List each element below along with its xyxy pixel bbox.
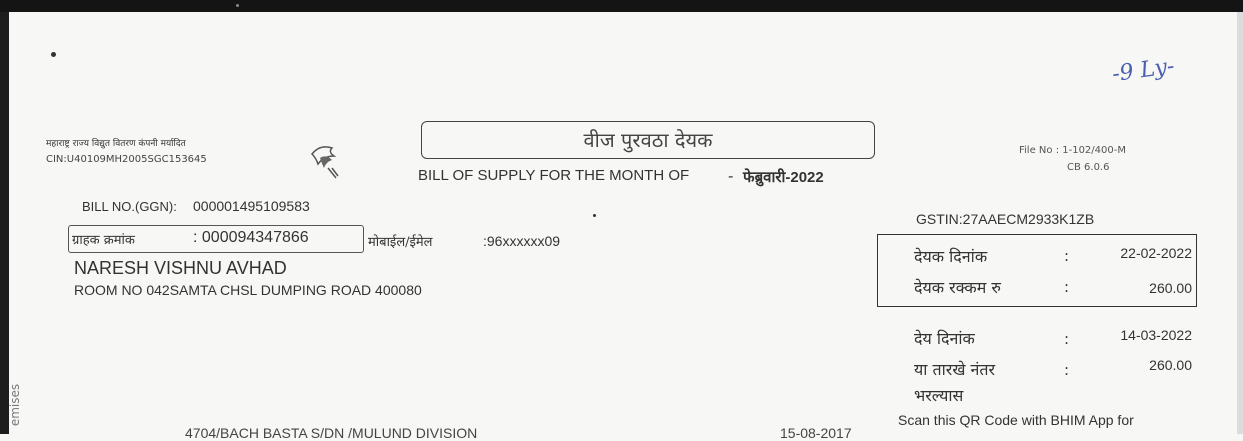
mobile-value: :96xxxxxx09 [483,233,561,249]
bill-date-label: देयक दिनांक [914,247,988,266]
scan-top-edge [0,0,1243,12]
bill-title-box [421,121,875,159]
bill-amount-label: देयक रक्कम रु [914,278,1001,297]
side-text: emises [8,383,23,427]
file-no: File No : 1-102/400-M [1019,145,1126,156]
bill-amount-colon: : [1064,278,1070,296]
mobile-label: मोबाईल/ईमेल [368,235,433,250]
bill-amount-value: 260.00 [1149,280,1192,296]
customer-name: NARESH VISHNU AVHAD [74,258,287,278]
scan-speck [51,52,56,57]
bill-month: फेब्रुवारी-2022 [743,169,824,186]
cb-version: CB 6.0.6 [1067,162,1110,173]
due-date-value: 14-03-2022 [1120,327,1192,343]
after-due-label-2: भरल्यास [914,386,964,405]
due-date-colon: : [1064,330,1070,348]
scan-speck [236,4,239,7]
gstin: GSTIN:27AAECM2933K1ZB [916,211,1095,227]
company-cin: CIN:U40109MH2005SGC153645 [46,154,207,165]
bill-title: वीज पुरवठा देयक [583,128,713,152]
due-date-label: देय दिनांक [914,329,975,348]
after-due-value: 260.00 [1149,357,1192,373]
qr-instruction: Scan this QR Code with BHIM App for [898,412,1134,428]
scan-left-edge [0,12,9,434]
consumer-no-label: ग्राहक क्रमांक [72,233,135,248]
scan-speck [593,214,596,217]
bill-date-value: 22-02-2022 [1120,245,1192,261]
bill-date-colon: : [1064,247,1070,265]
bottom-cut-right: 15-08-2017 [780,425,852,441]
company-name: महाराष्ट्र राज्य विद्युत वितरण कंपनी मर्यादित [46,139,186,149]
customer-address: ROOM NO 042SAMTA CHSL DUMPING ROAD 400080 [74,282,422,298]
consumer-no-value: : 000094347866 [193,229,309,246]
after-due-colon: : [1064,361,1070,379]
bill-no-value: 000001495109583 [193,198,310,214]
bill-of-supply-label: BILL OF SUPPLY FOR THE MONTH OF [418,167,690,184]
month-separator: - [728,167,734,185]
after-due-label: या तारखे नंतर [914,360,996,379]
bill-no-label: BILL NO.(GGN): [82,199,177,214]
handwritten-note: -9 Ly- [1110,53,1176,88]
bottom-cut-left: 4704/BACH BASTA S/DN /MULUND DIVISION [185,425,478,441]
scan-right-edge [1237,12,1243,434]
mahadiscom-logo-icon [306,138,342,182]
